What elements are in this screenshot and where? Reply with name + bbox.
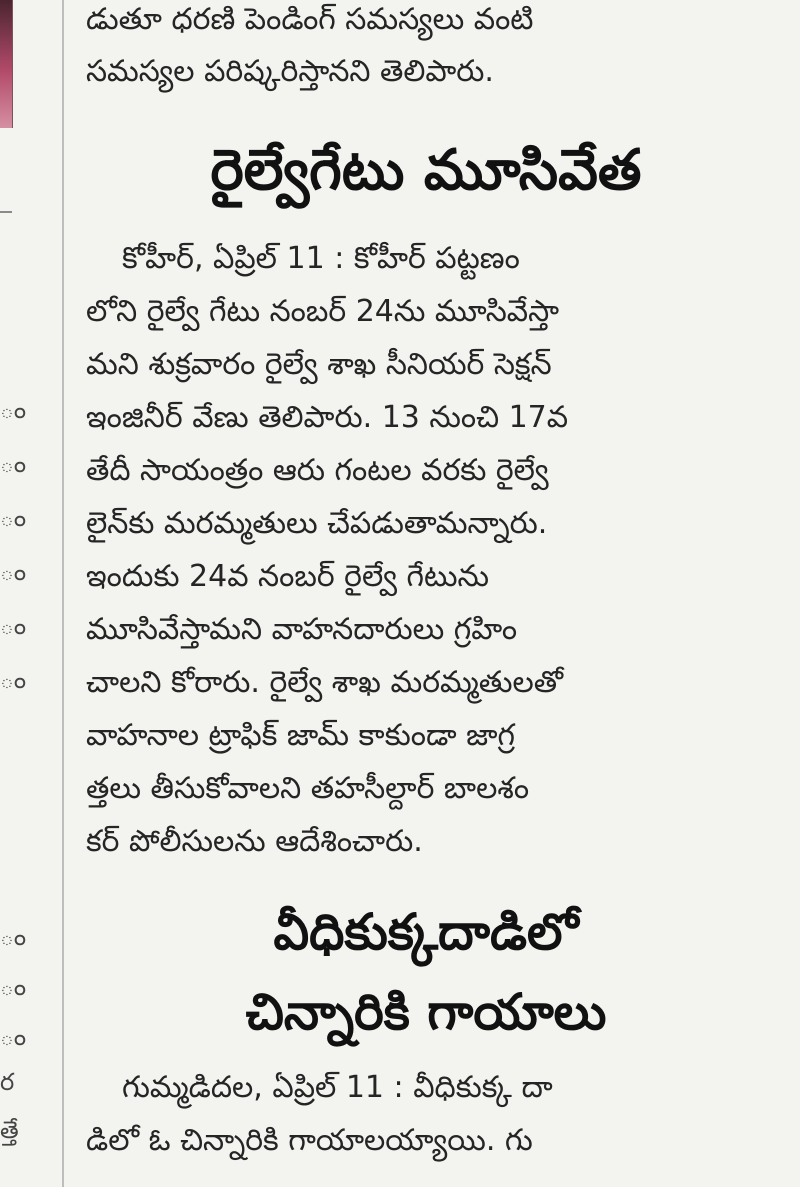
article-body-line: లైన్‌కు మరమ్మతులు చేపడుతామన్నారు. [86,506,548,541]
previous-article-line: డుతూ ధరణి పెండింగ్ సమస్యలు వంటి [86,2,534,37]
adjacent-photo-fragment [0,0,12,128]
adjacent-column [0,0,62,1187]
adjacent-text-fragment: ం [0,612,27,640]
article-column [86,0,766,1187]
adjacent-text-fragment: ం [0,666,27,694]
adjacent-text-fragment: ం [0,973,27,1001]
adjacent-text-fragment: ం [0,396,27,424]
article-body-line: గుమ్మడిదల, ఏప్రిల్ 11 : వీధికుక్క దా [122,1070,553,1105]
article-headline: వీధికుక్కదాడిలో [273,903,579,961]
article-body-line: లోని రైల్వే గేటు నంబర్ 24ను మూసివేస్తా [86,294,560,329]
adjacent-text-fragment: ర [0,1068,15,1096]
adjacent-text-fragment: ం [0,923,27,951]
article-body-line: తేదీ సాయంత్రం ఆరు గంటల వరకు రైల్వే [86,453,549,488]
article-body-line: కోహీర్, ఏప్రిల్ 11 : కోహీర్ పట్టణం [122,241,520,276]
adjacent-text-fragment: త్తే [0,1116,19,1144]
article-body-line: వాహనాల ట్రాఫిక్ జామ్ కాకుండా జాగ్ర [86,718,515,753]
article-headline: చిన్నారికి గాయాలు [245,983,607,1041]
article-body-line: చాలని కోరారు. రైల్వే శాఖ మరమ్మతులతో [86,665,564,700]
article-body-line: మూసివేస్తామని వాహనదారులు గ్రహిం [86,612,518,647]
article-body-line: మని శుక్రవారం రైల్వే శాఖ సీనియర్ సెక్షన్ [86,347,552,382]
adjacent-text-fragment: ం [0,504,27,532]
previous-article-line: సమస్యల పరిష్కరిస్తానని తెలిపారు. [86,54,494,89]
article-body-line: త్తలు తీసుకోవాలని తహసీల్దార్ బాలశం [86,771,530,806]
article-headline: రైల్వేగేటు మూసివేత [210,138,642,203]
article-body-line: డిలో ఓ చిన్నారికి గాయాలయ్యాయి. గు [86,1123,533,1158]
adjacent-text-fragment: ం [0,450,27,478]
article-body-line: ఇందుకు 24వ నంబర్ రైల్వే గేటును [86,559,489,594]
article-body-line: కర్ పోలీసులను ఆదేశించారు. [86,824,423,859]
column-divider [62,0,64,1187]
adjacent-text-fragment: ం [0,1023,27,1051]
article-body-line: ఇంజినీర్ వేణు తెలిపారు. 13 నుంచి 17వ [86,400,569,435]
adjacent-rule [0,211,12,213]
adjacent-text-fragment: ం [0,558,27,586]
